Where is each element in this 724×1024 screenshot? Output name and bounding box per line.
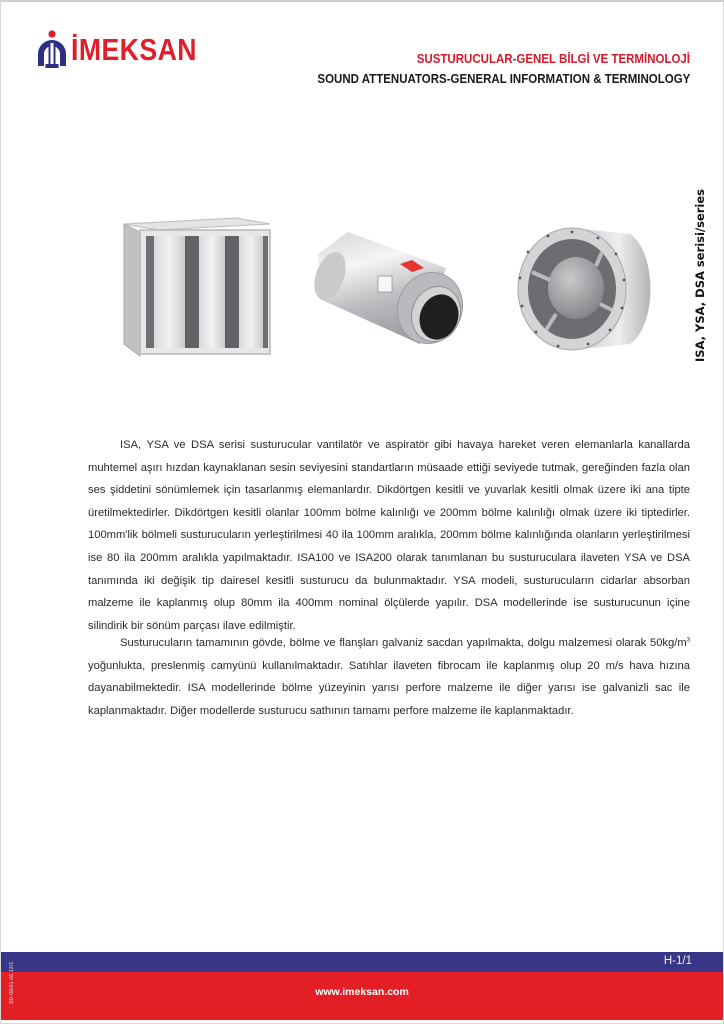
- paragraph-2-end: yoğunlukta, preslenmiş camyünü kullanılmaktadır. Satıhlar ilaveten fibrocam ile kaplanmış olup 20 m/s hava hızına dayanabilmektedir. ISA modellerinde bölme yüzeyinin yarısı perfore malzeme ile diğer yarısı ise galvanizli sac ile kaplanmaktadır. Diğer modellerde susturucu sathının tamamı perfore malzeme ile kaplanmaktadır.: [88, 659, 690, 717]
- cylindrical-silencer-image: [308, 224, 474, 356]
- superscript-cubic: 3: [686, 637, 690, 644]
- page-number: H-1/1: [663, 955, 692, 967]
- page-title-turkish: SUSTURUCULAR-GENEL BİLGİ VE TERMİNOLOJİ: [416, 52, 690, 66]
- imeksan-logo-icon: [36, 30, 68, 70]
- website-link[interactable]: www.imeksan.com: [315, 986, 409, 998]
- page-title-english: SOUND ATTENUATORS-GENERAL INFORMATION & TERMINOLOGY: [317, 72, 690, 86]
- pod-silencer-image: [512, 222, 664, 356]
- body-paragraph-1: [88, 434, 690, 637]
- footer-blue-band: [1, 952, 723, 972]
- body-paragraph-2: [88, 632, 690, 722]
- document-code: SD-06/01 06.12/1: [9, 961, 15, 1004]
- paragraph-1-text: ISA, YSA ve DSA serisi susturucular vantilatör ve aspiratör gibi havaya hareket veren elemanlarla kanallarda muhtemel aşırı hızdan kaynaklanan sesin seviyesini standartların müsaade ettiği seviyede tutmak, gereğinden fazla olan ses şiddetini sönümlemek için tasarlanmış elemanlardır. Dikdörtgen kesitli ve yuvarlak kesitli olmak üzere iki ana tipte üretilmektedirler. Dikdörtgen kesitli olanlar 100mm bölme kalınlığı ve 200mm bölme kalınlığı olmak üzere iki tiptedirler. 100mm'lik bölmeli susturucuların yerleştirilmesi 40 ila 100mm aralıkla, 200mm bölme kalınlığında olanların yerleştirilmesi ise 80 ila 200mm aralıkla yapılmaktadır. ISA100 ve ISA200 olarak tanımlanan bu susturuculara ilaveten YSA ve DSA tanımında iki değişik tip dairesel kesitli susturucu da bulunmaktadır. YSA modeli, susturucuların cidarlar absorban malzeme ile kaplanmış olup 80mm ila 400mm nominal ölçülerde yapılır. DSA modellerinde ise susturucunun içine silindirik bir sönüm parçası ilave edilmiştir.: [88, 439, 690, 632]
- rectangular-silencer-image: [118, 216, 276, 362]
- paragraph-2-start: Susturucuların tamamının gövde, bölme ve flanşları galvaniz sacdan yapılmakta, dolgu malzemesi olarak 50kg/m: [120, 637, 687, 649]
- series-side-label: ISA, YSA, DSA serisi/series: [693, 188, 707, 362]
- brand-name: İMEKSAN: [71, 32, 197, 67]
- paragraph-2-text: [88, 632, 690, 722]
- brand-logo: [36, 30, 217, 70]
